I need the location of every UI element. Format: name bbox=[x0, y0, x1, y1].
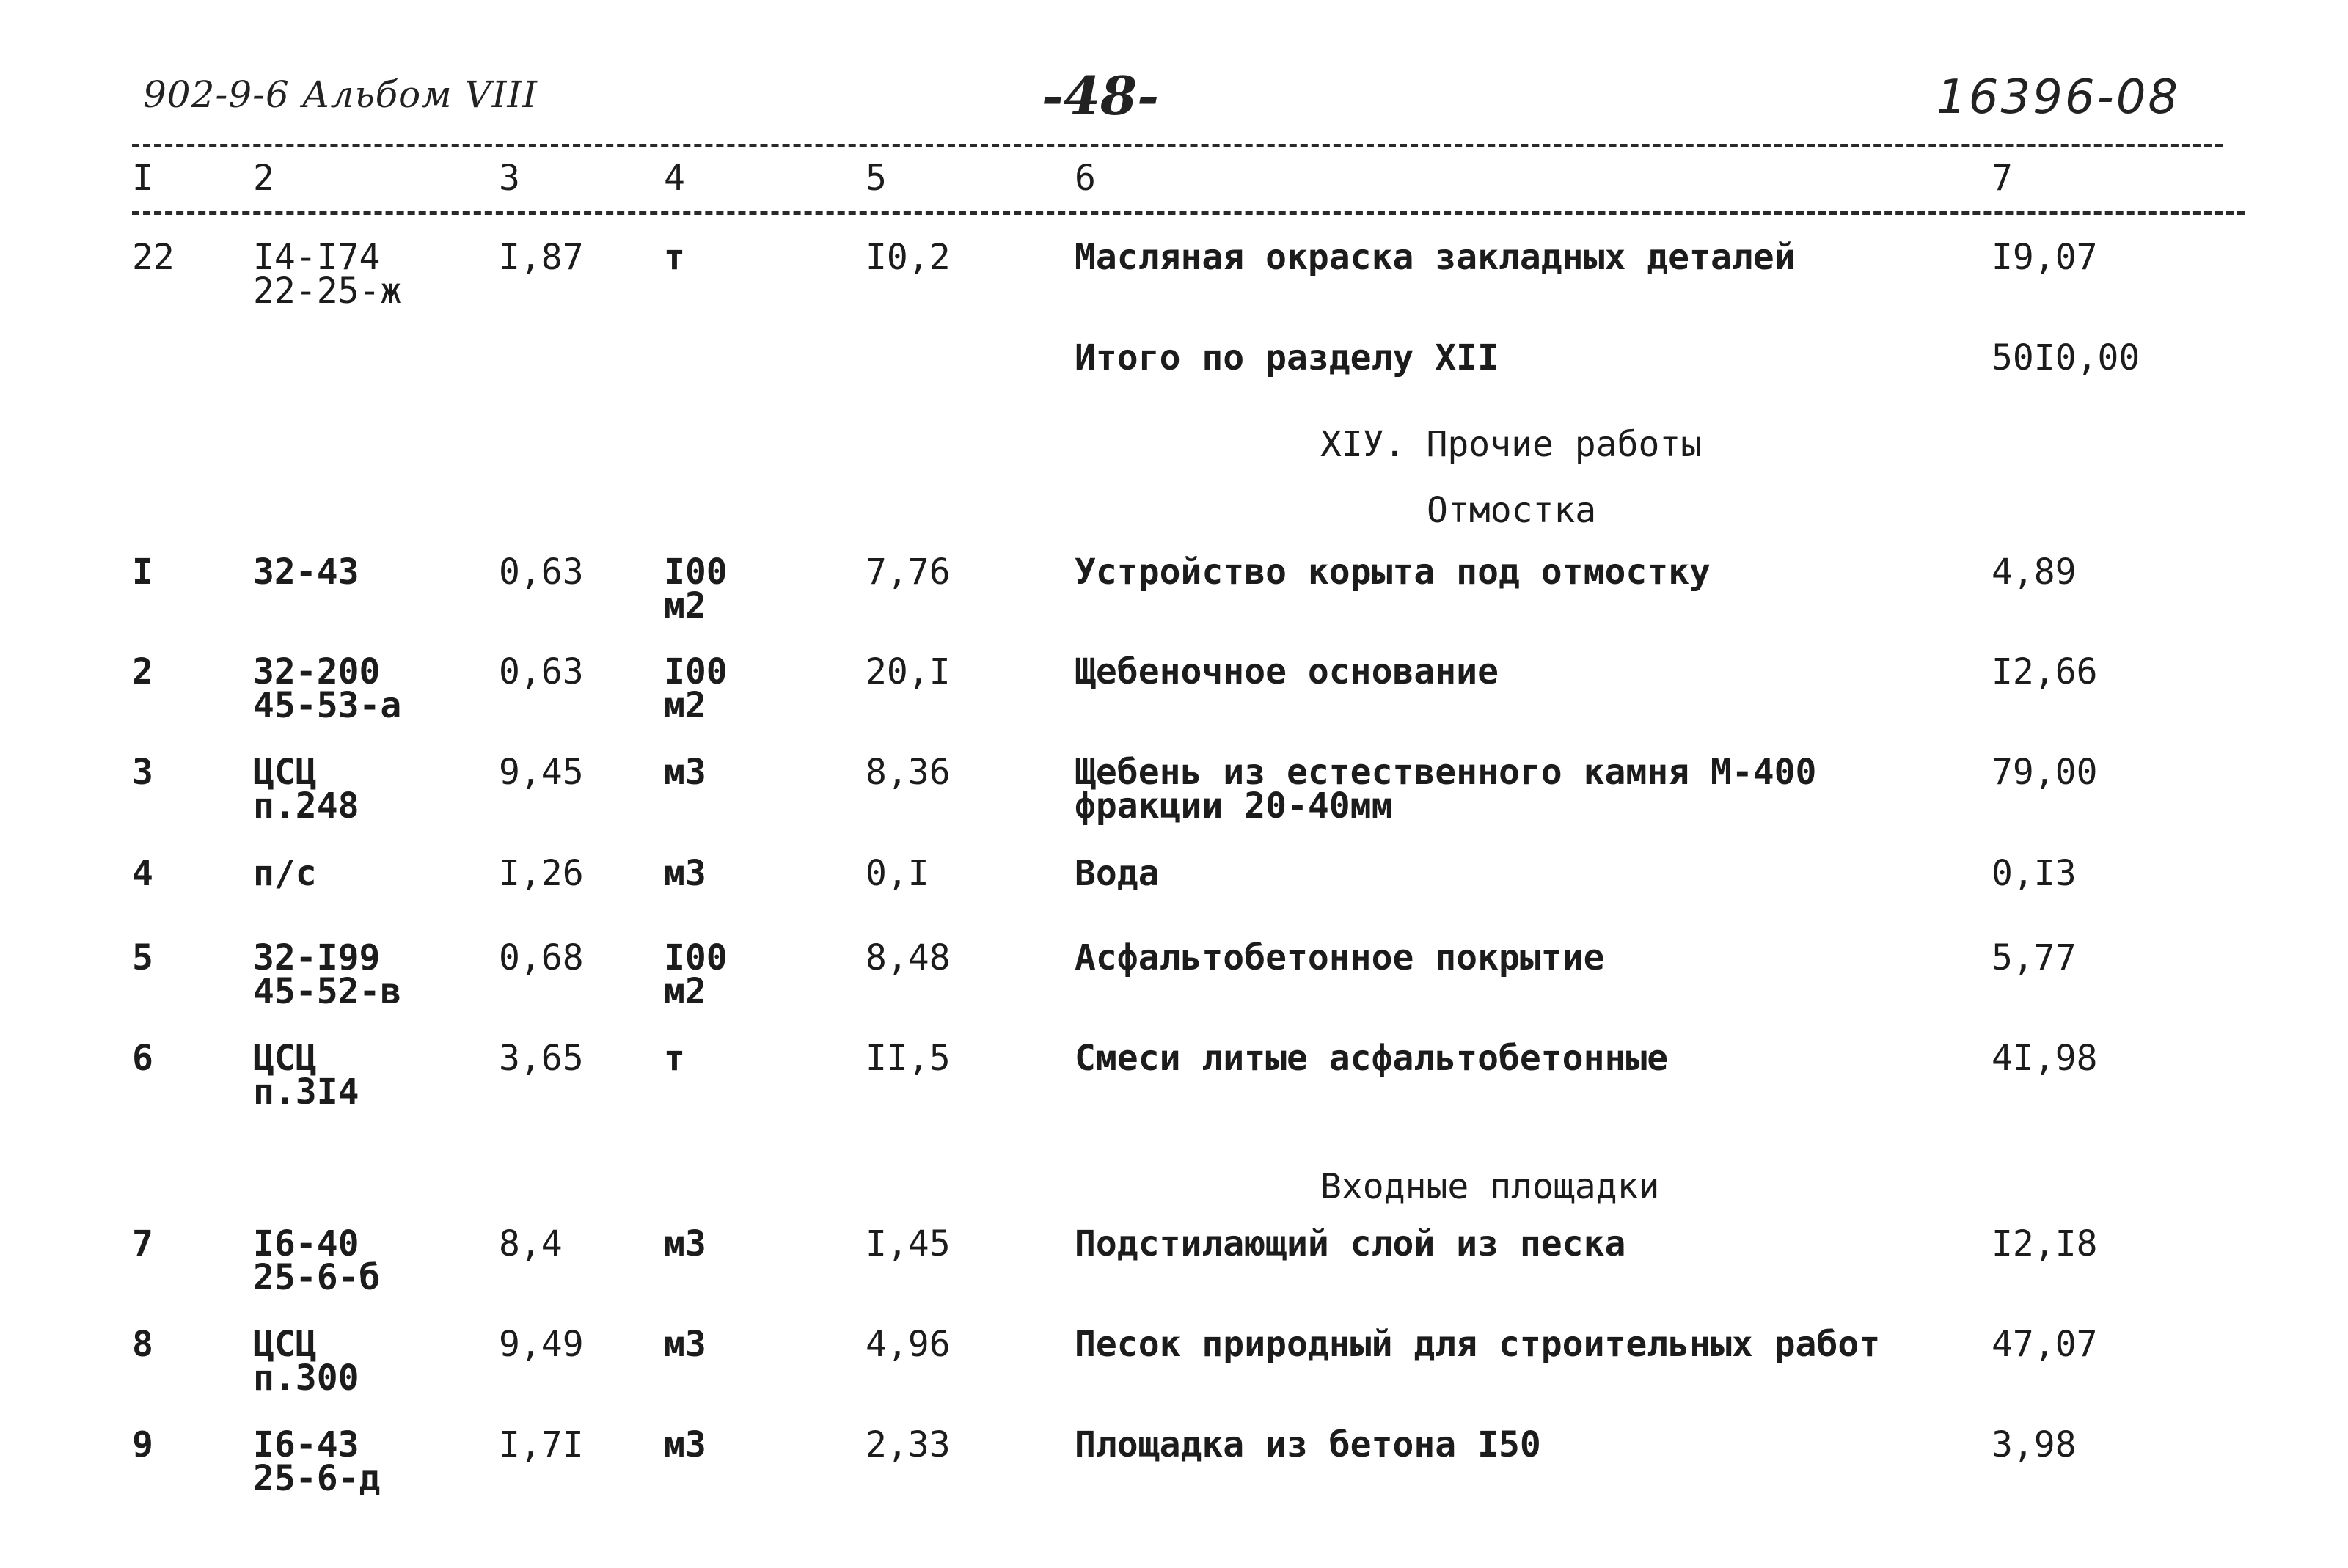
unit-price-line1: 2,33 bbox=[866, 1424, 951, 1465]
unit-price bbox=[866, 1223, 951, 1264]
unit-line1: м3 bbox=[664, 752, 706, 793]
norm-code-line1: 32-I99 bbox=[253, 937, 381, 978]
norm-code-line1: I6-43 bbox=[253, 1424, 359, 1465]
total-cost bbox=[1992, 1038, 2098, 1079]
unit bbox=[664, 552, 728, 626]
row-number bbox=[132, 853, 153, 894]
norm-code-line1: 32-200 bbox=[253, 651, 381, 692]
total-cost-line1: 79,00 bbox=[1992, 752, 2098, 793]
column-header-7: 7 bbox=[1992, 158, 2013, 199]
section-total-label: Итого по разделу XII bbox=[1075, 337, 1499, 378]
subsection-title: Входные площадки bbox=[1320, 1166, 1660, 1207]
subsection-title: Отмостка bbox=[1427, 490, 1597, 531]
total-cost-line1: 47,07 bbox=[1992, 1324, 2098, 1365]
quantity bbox=[499, 1424, 584, 1465]
description-line1: Площадка из бетона I50 bbox=[1075, 1424, 1541, 1465]
description-line2: фракции 20-40мм bbox=[1075, 785, 1393, 827]
total-cost bbox=[1992, 937, 2077, 978]
header-dashed-rule bbox=[132, 211, 2245, 215]
section-title: XIУ. Прочие работы bbox=[1320, 424, 1703, 465]
unit-price-line1: 7,76 bbox=[866, 552, 951, 593]
quantity: I,87 bbox=[499, 237, 584, 278]
unit-price bbox=[866, 853, 929, 894]
description bbox=[1075, 752, 1817, 827]
column-header-3: 3 bbox=[499, 158, 520, 199]
norm-code-line1: ЦСЦ bbox=[253, 1038, 317, 1079]
total-cost-line1: I2,66 bbox=[1992, 651, 2098, 692]
unit bbox=[664, 1324, 706, 1365]
row-number-line1: 4 bbox=[132, 853, 153, 894]
unit: т bbox=[664, 237, 685, 278]
quantity-line1: 9,45 bbox=[499, 752, 584, 793]
unit-price bbox=[866, 937, 951, 978]
quantity bbox=[499, 1324, 584, 1365]
unit-price-line1: II,5 bbox=[866, 1038, 951, 1079]
quantity-line1: 3,65 bbox=[499, 1038, 584, 1079]
norm-code-line1: I6-40 bbox=[253, 1223, 359, 1264]
row-number-line1: 7 bbox=[132, 1223, 153, 1264]
quantity bbox=[499, 752, 584, 793]
unit-price-line1: 20,I bbox=[866, 651, 951, 692]
unit-line2: м2 bbox=[664, 971, 706, 1012]
description-line1: Песок природный для строительных работ bbox=[1075, 1324, 1881, 1365]
unit-line1: т bbox=[664, 1038, 685, 1079]
total-cost-line1: 4,89 bbox=[1992, 552, 2077, 593]
section-total-value: 50I0,00 bbox=[1992, 337, 2140, 378]
row-number bbox=[132, 1038, 153, 1079]
quantity-line1: 9,49 bbox=[499, 1324, 584, 1365]
norm-code-line1: п/с bbox=[253, 853, 317, 894]
total-cost bbox=[1992, 752, 2098, 793]
unit-price bbox=[866, 552, 951, 593]
unit-price-line1: 0,I bbox=[866, 853, 929, 894]
column-header-2: 2 bbox=[253, 158, 274, 199]
total-cost bbox=[1992, 651, 2098, 692]
row-number-line1: 2 bbox=[132, 651, 153, 692]
total-cost-line1: 0,I3 bbox=[1992, 853, 2077, 894]
unit-price-line1: 8,36 bbox=[866, 752, 951, 793]
norm-code bbox=[253, 937, 402, 1012]
norm-code bbox=[253, 1223, 381, 1298]
norm-code bbox=[253, 1424, 381, 1499]
description bbox=[1075, 552, 1711, 593]
unit-line1: I00 bbox=[664, 651, 728, 692]
column-header-6: 6 bbox=[1075, 158, 1096, 199]
norm-code-line1: 32-43 bbox=[253, 552, 359, 593]
row-number bbox=[132, 552, 153, 593]
quantity bbox=[499, 552, 584, 593]
quantity-line1: 8,4 bbox=[499, 1223, 563, 1264]
row-number bbox=[132, 752, 153, 793]
total-cost-line1: 3,98 bbox=[1992, 1424, 2077, 1465]
description-line1: Щебеночное основание bbox=[1075, 651, 1499, 692]
description bbox=[1075, 853, 1160, 894]
unit-price bbox=[866, 752, 951, 793]
quantity bbox=[499, 937, 584, 978]
description bbox=[1075, 651, 1499, 692]
total-cost-line1: 4I,98 bbox=[1992, 1038, 2098, 1079]
total-cost bbox=[1992, 1424, 2077, 1465]
total-cost bbox=[1992, 1223, 2098, 1264]
row-number bbox=[132, 1424, 153, 1465]
norm-code-line2: п.300 bbox=[253, 1358, 359, 1399]
description bbox=[1075, 937, 1605, 978]
description-line1: Подстилающий слой из песка bbox=[1075, 1223, 1626, 1264]
total-cost-line1: 5,77 bbox=[1992, 937, 2077, 978]
row-number-line1: 8 bbox=[132, 1324, 153, 1365]
quantity-line1: 0,63 bbox=[499, 552, 584, 593]
unit-price: I0,2 bbox=[866, 237, 951, 278]
page-number: -48- bbox=[1042, 65, 1159, 127]
row-number bbox=[132, 651, 153, 692]
unit bbox=[664, 853, 706, 894]
document-code: 16396-08 bbox=[1936, 70, 2181, 125]
norm-code-line2: 45-53-а bbox=[253, 685, 402, 726]
norm-code-line2: п.3I4 bbox=[253, 1071, 359, 1113]
quantity-line1: 0,68 bbox=[499, 937, 584, 978]
unit-line1: м3 bbox=[664, 853, 706, 894]
description-line1: Щебень из естественного камня М-400 bbox=[1075, 752, 1817, 793]
top-dashed-rule bbox=[132, 144, 2223, 147]
quantity bbox=[499, 651, 584, 692]
unit bbox=[664, 1223, 706, 1264]
row-number-line1: 9 bbox=[132, 1424, 153, 1465]
unit-line2: м2 bbox=[664, 685, 706, 726]
unit-line1: I00 bbox=[664, 552, 728, 593]
unit-price bbox=[866, 1038, 951, 1079]
unit-line1: м3 bbox=[664, 1223, 706, 1264]
norm-code bbox=[253, 1324, 359, 1399]
norm-code-line1: ЦСЦ bbox=[253, 752, 317, 793]
norm-code bbox=[253, 853, 317, 894]
row-number bbox=[132, 1223, 153, 1264]
unit-price bbox=[866, 651, 951, 692]
column-header-5: 5 bbox=[866, 158, 887, 199]
unit-price bbox=[866, 1424, 951, 1465]
column-header-1: I bbox=[132, 158, 153, 199]
album-reference: 902-9-6 Альбом VIII bbox=[143, 73, 538, 116]
description bbox=[1075, 1324, 1881, 1365]
unit bbox=[664, 937, 728, 1012]
norm-code-line2: 25-6-д bbox=[253, 1458, 381, 1499]
row-number bbox=[132, 937, 153, 978]
norm-code-line2: п.248 bbox=[253, 785, 359, 827]
quantity bbox=[499, 853, 584, 894]
norm-code-line2: 45-52-в bbox=[253, 971, 402, 1012]
norm-code bbox=[253, 651, 402, 726]
description-line1: Асфальтобетонное покрытие bbox=[1075, 937, 1605, 978]
row-number-line1: 3 bbox=[132, 752, 153, 793]
norm-code bbox=[253, 752, 359, 827]
unit-line1: I00 bbox=[664, 937, 728, 978]
unit bbox=[664, 1424, 706, 1465]
norm-code-line2: 22-25-ж bbox=[253, 271, 402, 312]
unit-price-line1: 4,96 bbox=[866, 1324, 951, 1365]
description bbox=[1075, 1223, 1626, 1264]
description-line1: Смеси литые асфальтобетонные bbox=[1075, 1038, 1669, 1079]
total-cost bbox=[1992, 1324, 2098, 1365]
norm-code-line2: 25-6-б bbox=[253, 1257, 381, 1298]
norm-code bbox=[253, 552, 359, 593]
description bbox=[1075, 1038, 1669, 1079]
description: Масляная окраска закладных деталей bbox=[1075, 237, 1796, 278]
column-header-4: 4 bbox=[664, 158, 685, 199]
quantity-line1: I,26 bbox=[499, 853, 584, 894]
norm-code bbox=[253, 237, 402, 312]
unit-price-line1: I,45 bbox=[866, 1223, 951, 1264]
total-cost bbox=[1992, 853, 2077, 894]
unit-line2: м2 bbox=[664, 585, 706, 626]
row-number-line1: 5 bbox=[132, 937, 153, 978]
unit bbox=[664, 752, 706, 793]
total-cost: I9,07 bbox=[1992, 237, 2098, 278]
row-number bbox=[132, 1324, 153, 1365]
unit-price bbox=[866, 1324, 951, 1365]
row-number-line1: I bbox=[132, 552, 153, 593]
quantity bbox=[499, 1223, 563, 1264]
description-line1: Вода bbox=[1075, 853, 1160, 894]
norm-code bbox=[253, 1038, 359, 1113]
unit-line1: м3 bbox=[664, 1324, 706, 1365]
quantity bbox=[499, 1038, 584, 1079]
total-cost bbox=[1992, 552, 2077, 593]
description-line1: Устройство корыта под отмостку bbox=[1075, 552, 1711, 593]
total-cost-line1: I2,I8 bbox=[1992, 1223, 2098, 1264]
unit-line1: м3 bbox=[664, 1424, 706, 1465]
unit-price-line1: 8,48 bbox=[866, 937, 951, 978]
quantity-line1: 0,63 bbox=[499, 651, 584, 692]
norm-code-line1: ЦСЦ bbox=[253, 1324, 317, 1365]
description bbox=[1075, 1424, 1541, 1465]
unit bbox=[664, 1038, 685, 1079]
row-number: 22 bbox=[132, 237, 175, 278]
norm-code-line1: I4-I74 bbox=[253, 237, 381, 278]
unit bbox=[664, 651, 728, 726]
quantity-line1: I,7I bbox=[499, 1424, 584, 1465]
row-number-line1: 6 bbox=[132, 1038, 153, 1079]
